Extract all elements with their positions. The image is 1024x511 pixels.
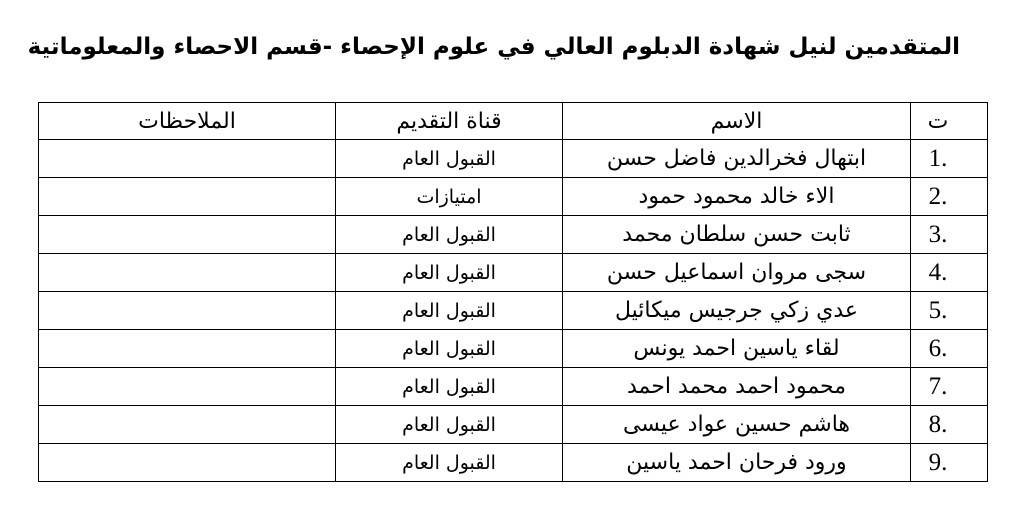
- application-channel: القبول العام: [336, 292, 563, 330]
- row-number: 1.: [911, 140, 988, 178]
- table-row: [39, 140, 988, 178]
- notes-cell: [39, 254, 336, 292]
- header-number: ت: [911, 103, 988, 140]
- applicants-table: [38, 102, 988, 482]
- row-number: 5.: [911, 292, 988, 330]
- applicant-name: ثابت حسن سلطان محمد: [563, 216, 911, 254]
- applicant-name: سجى مروان اسماعيل حسن: [563, 254, 911, 292]
- page-title: المتقدمين لنيل شهادة الدبلوم العالي في علوم الإحصاء -قسم الاحصاء والمعلوماتية: [27, 34, 960, 60]
- application-channel: القبول العام: [336, 368, 563, 406]
- application-channel: القبول العام: [336, 254, 563, 292]
- notes-cell: [39, 444, 336, 482]
- notes-cell: [39, 216, 336, 254]
- row-number: 4.: [911, 254, 988, 292]
- application-channel: القبول العام: [336, 406, 563, 444]
- table-row: [39, 178, 988, 216]
- application-channel: القبول العام: [336, 330, 563, 368]
- table-row: [39, 254, 988, 292]
- header-name: الاسم: [563, 103, 911, 140]
- table-row: [39, 216, 988, 254]
- table-row: [39, 330, 988, 368]
- applicant-name: عدي زكي جرجيس ميكائيل: [563, 292, 911, 330]
- table-row: [39, 444, 988, 482]
- applicant-name: ابتهال فخرالدين فاضل حسن: [563, 140, 911, 178]
- table-header-row: [39, 103, 988, 140]
- notes-cell: [39, 330, 336, 368]
- application-channel: القبول العام: [336, 216, 563, 254]
- notes-cell: [39, 140, 336, 178]
- applicant-name: الاء خالد محمود حمود: [563, 178, 911, 216]
- notes-cell: [39, 178, 336, 216]
- header-notes: الملاحظات: [39, 103, 336, 140]
- table-row: [39, 292, 988, 330]
- row-number: 6.: [911, 330, 988, 368]
- application-channel: امتيازات: [336, 178, 563, 216]
- notes-cell: [39, 292, 336, 330]
- applicant-name: ورود فرحان احمد ياسين: [563, 444, 911, 482]
- notes-cell: [39, 406, 336, 444]
- application-channel: القبول العام: [336, 444, 563, 482]
- notes-cell: [39, 368, 336, 406]
- header-channel: قناة التقديم: [336, 103, 563, 140]
- row-number: 2.: [911, 178, 988, 216]
- applicant-name: هاشم حسين عواد عيسى: [563, 406, 911, 444]
- table-row: [39, 406, 988, 444]
- table-row: [39, 368, 988, 406]
- row-number: 7.: [911, 368, 988, 406]
- applicant-name: محمود احمد محمد احمد: [563, 368, 911, 406]
- application-channel: القبول العام: [336, 140, 563, 178]
- row-number: 9.: [911, 444, 988, 482]
- row-number: 8.: [911, 406, 988, 444]
- applicant-name: لقاء ياسين احمد يونس: [563, 330, 911, 368]
- row-number: 3.: [911, 216, 988, 254]
